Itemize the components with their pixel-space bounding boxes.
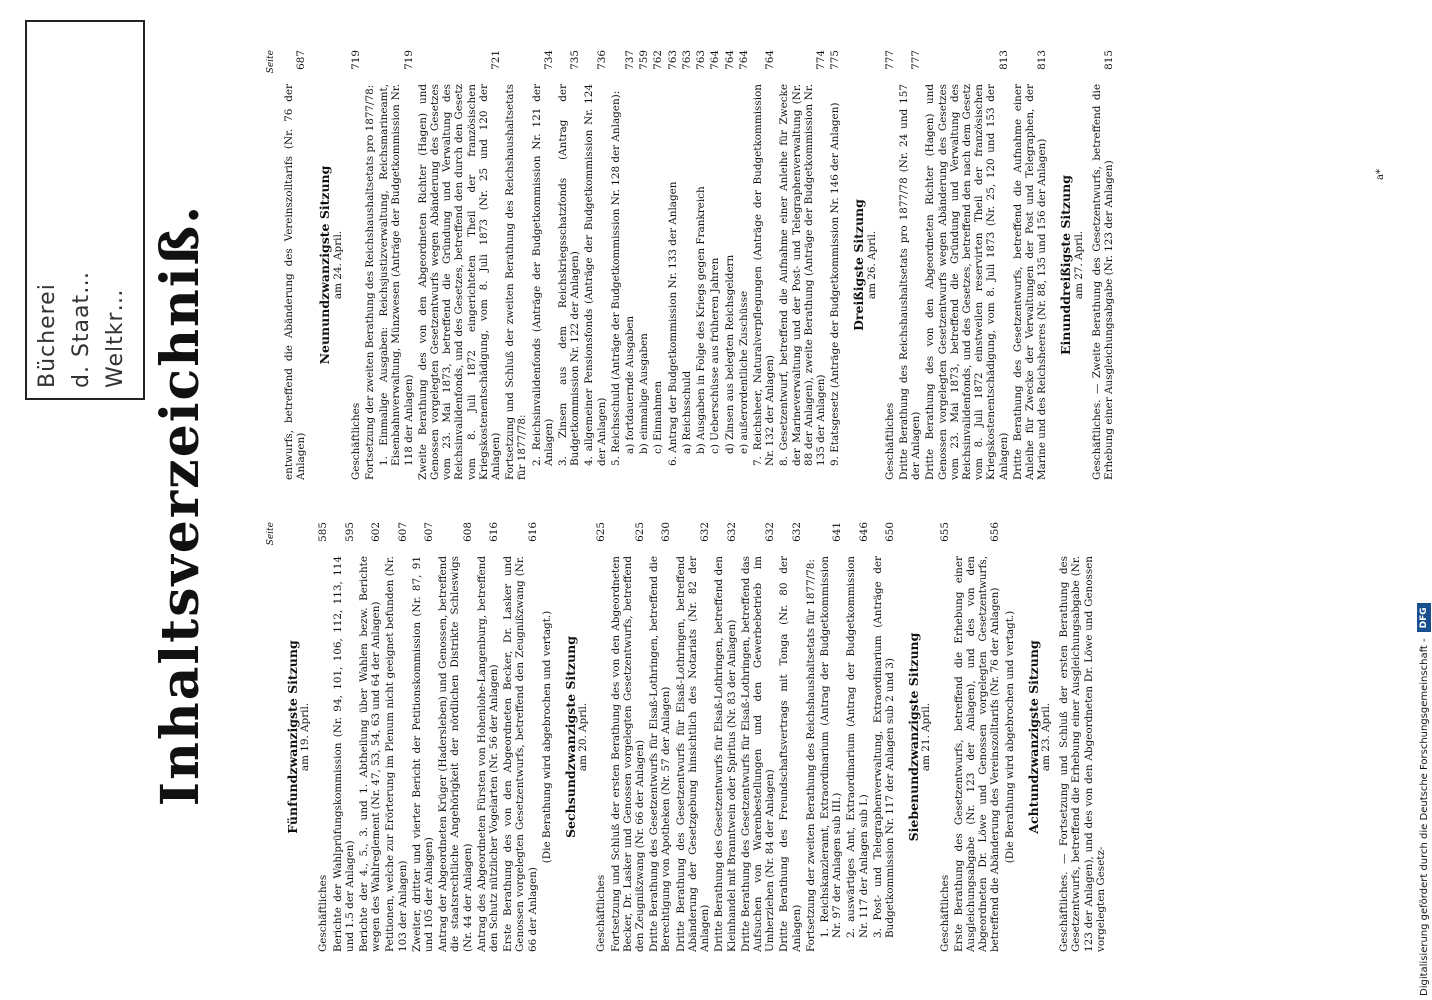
toc-entry-text: b) Ausgaben in Folge des Kriegs gegen Frankreich	[695, 186, 708, 454]
toc-entry-page: 762	[652, 50, 665, 70]
toc-entry	[845, 522, 869, 952]
toc-entry	[557, 50, 581, 480]
toc-entry	[476, 522, 500, 952]
toc-entry-page: 813	[1036, 50, 1049, 70]
toc-entry-text: Dritte Berathung des Reichshaushaltsetats pro 1877/78 (Nr. 24 und 157 der Anlagen)	[897, 84, 923, 480]
toc-entry-page: 719	[402, 50, 415, 70]
toc-entry-text: 3. Zinsen aus dem Reichskriegsschatzfonds (Antrag der Budgetkommission Nr. 122 der Anlagen)	[557, 84, 582, 466]
toc-entry-text: Geschäftliches	[595, 874, 608, 952]
toc-entry-text: 3. Post- und Telegraphenverwaltung, Extraordinarium (Anträge der Budgetkommission Nr. 117 der Anlagen sub 2 und 3)	[871, 556, 896, 938]
toc-entry	[819, 522, 843, 952]
toc-entry-text: 5. Reichsschuld (Anträge der Budgetkommission Nr. 128 der Anlagen):	[609, 90, 622, 466]
session-date: am 20. April.	[577, 702, 590, 772]
toc-entry	[332, 522, 356, 952]
toc-entry-text: Erste Berathung des von den Abgeordneten Becker, Dr. Lasker und Genossen vorgelegten Gesetzentwurfs, betreffend den Zeugnißzwang (Nr. 66 der Anlagen)	[502, 556, 539, 952]
session-heading: Dreißigste Sitzung	[851, 199, 867, 331]
dfg-sidebar	[1412, 6, 1432, 996]
toc-entry-text: e) außerordentliche Zuschüsse	[737, 290, 750, 454]
toc-entry-text: c) Ueberschüsse aus früheren Jahren	[709, 257, 722, 454]
session-date: am 26. April.	[865, 230, 878, 300]
toc-entry	[778, 50, 827, 480]
signature-mark: a*	[1375, 169, 1386, 180]
toc-entry-page: 764	[709, 50, 722, 70]
toc-entry	[384, 522, 408, 952]
toc-entry-text: Erste Berathung des Gesetzentwurfs, betreffend die Erhebung einer Ausgleichungsabgabe (Nr. 123 der Anlagen), und des von den Abgeordneten Dr. Löwe und Genossen vorgelegten Gesetzentwurfs, betreffend die Abänderung des Vereinszolltarifs (Nr. 76 der Anlagen)	[952, 556, 1002, 952]
toc-entry-page: 625	[595, 522, 608, 542]
toc-entry-text: Zweite Berathung des von den Abgeordneten Richter (Hagen) und Genossen vorgelegten Gesetzentwurfs wegen Abänderung des Gesetzes vom 23. Mai 1873, betreffend die Gründung und Verwaltung des Reichsinvalidenfonds, und des Gesetzes, betreffend den durch den Gesetz vom 8. Juli 1872 eingerichteten Theil der französischen Kriegskostenentschädigung, vom 8. Juli 1873 (Nr. 25 und 120 der Anlagen)	[416, 84, 503, 480]
toc-entry-text: 1. Einmalige Ausgaben: Reichsjustizverwaltung, Reichsmarineamt, Eisenbahnverwaltung, Münzwesen (Anträge der Budgetkommission Nr. 118 der Anlagen)	[378, 84, 415, 466]
toc-entry-text: Fortsetzung der zweiten Berathung des Reichshaushaltsetats für 1877/78:	[804, 559, 817, 952]
toc-entry-page: 650	[883, 522, 896, 542]
toc-entry	[411, 522, 435, 952]
toc-entry	[502, 522, 539, 952]
toc-entry-page: 759	[638, 50, 651, 70]
toc-entry-text: 4. allgemeiner Pensionsfonds (Anträge der Budgetkommission Nr. 124 der Anlagen)	[583, 84, 608, 466]
session-heading: Siebenundzwanzigste Sitzung	[906, 632, 922, 842]
library-stamp	[25, 20, 145, 400]
toc-entry	[681, 50, 693, 480]
toc-entry	[667, 50, 679, 480]
toc-entry	[778, 522, 802, 952]
toc-entry-page: 763	[695, 50, 708, 70]
toc-entry-text: Geschäftliches. — Zweite Berathung des Gesetzentwurfs, betreffend die Erhebung einer Ausgleichungsabgabe (Nr. 123 der Anlagen)	[1090, 84, 1115, 480]
toc-entry-text: a) fortdauernde Ausgaben	[624, 315, 637, 454]
toc-entry-page: 602	[370, 522, 383, 542]
toc-entry	[437, 522, 474, 952]
toc-entry	[624, 50, 636, 480]
toc-entry-page: 632	[790, 522, 803, 542]
toc-entry	[610, 50, 622, 480]
toc-entry-text: Fortsetzung und Schluß der zweiten Berathung des Reichshaushaltsetats für 1877/78:	[504, 84, 529, 480]
stamp-line: Weltkr…	[103, 288, 128, 388]
session-heading: Einunddreißigste Sitzung	[1058, 175, 1074, 355]
toc-entry-text: Zweiter, dritter und vierter Bericht der Petitionskommission (Nr. 87, 91 und 105 der Anlagen)	[410, 556, 436, 952]
toc-entry	[924, 50, 1009, 480]
session-heading: Sechsundzwanzigste Sitzung	[563, 636, 579, 838]
toc-entry-text: b) einmalige Ausgaben	[638, 333, 651, 454]
dfg-credit	[1414, 6, 1432, 996]
toc-entry-page: 641	[831, 522, 844, 542]
toc-entry	[805, 522, 817, 952]
left-column	[265, 522, 1335, 952]
toc-entry	[1058, 522, 1107, 952]
toc-entry-page: 719	[349, 50, 362, 70]
toc-entry-page: 775	[829, 50, 842, 70]
toc-entry	[358, 522, 382, 952]
toc-entry	[713, 522, 737, 952]
toc-entry-text: Dritte Berathung des Gesetzentwurfs für Elsaß-Lothringen, betreffend Abänderung der Gesetzgebung hinsichtlich des Notariats (Nr. 82 der Anlagen)	[674, 556, 712, 952]
toc-entry	[378, 50, 415, 480]
session-date: am 24. April.	[331, 230, 344, 300]
toc-entry	[1091, 50, 1115, 480]
toc-entry-page: 630	[660, 522, 673, 542]
toc-entry-text: Dritte Berathung des Gesetzentwurfs für Elsaß-Lothringen, betreffend die Berechtigung von Apotheken (Nr. 57 der Anlagen)	[648, 556, 673, 952]
toc-entry	[648, 522, 672, 952]
toc-entry-page: 777	[910, 50, 923, 70]
toc-entry-page: 734	[542, 50, 555, 70]
stamp-line: d. Staat…	[69, 270, 94, 388]
toc-entry-page: 764	[723, 50, 736, 70]
toc-entry	[283, 50, 307, 480]
toc-entry	[724, 50, 736, 480]
toc-entry	[595, 522, 607, 952]
toc-entry	[872, 522, 896, 952]
toc-entry-text: Petitionen, welche zur Erörterung im Plenum nicht geeignet befunden (Nr. 103 der Anlagen)	[384, 556, 409, 952]
toc-entry-text: Fortsetzung und Schluß der ersten Berathung des von den Abgeordneten Becker, Dr. Lasker und Genossen vorgelegten Gesetzentwurfs, betreffend den Zeugnißzwang (Nr. 66 der Anlagen)	[609, 556, 647, 952]
toc-entry-page: 763	[680, 50, 693, 70]
page-title: Inhaltsverzeichniß.	[150, 203, 211, 807]
session-date: am 19. April.	[299, 702, 312, 772]
toc-entry-text: Geschäftliches. — Fortsetzung und Schluß der ersten Berathung des Gesetzentwurfs, betreffend die Erhebung einer Ausgleichungsabgabe (Nr. 123 der Anlagen), und des von den Abgeordneten Dr. Löwe und Genossen vorgelegten Gesetz-	[1058, 556, 1107, 952]
toc-entry-page: 736	[595, 50, 608, 70]
toc-entry-text: Geschäftliches	[349, 402, 362, 480]
toc-entry-page: 737	[624, 50, 637, 70]
toc-entry	[709, 50, 721, 480]
toc-entry	[317, 522, 329, 952]
toc-entry-text: Antrag der Abgeordneten Krüger (Hadersleben) und Genossen, betreffend die staatsrechtliche Angehörigkeit der nördlichen Distrikte Schleswigs (Nr. 44 der Anlagen)	[437, 556, 474, 952]
toc-entry	[1012, 50, 1049, 480]
toc-entry-page: 632	[725, 522, 738, 542]
toc-entry-page: 646	[857, 522, 870, 542]
toc-entry	[695, 50, 707, 480]
toc-entry	[638, 50, 650, 480]
toc-entry	[884, 50, 896, 480]
toc-entry-page: 632	[764, 522, 777, 542]
toc-entry-text: Berichte der 4., 5., 3. und 1. Abtheilung über Wahlen bezw. Berichte wegen des Wahlreglement (Nr. 47, 53, 54, 63 und 64 der Anlagen)	[358, 556, 383, 952]
toc-entry	[740, 522, 777, 952]
toc-entry-page: 777	[883, 50, 896, 70]
right-column	[265, 50, 1335, 480]
toc-entry-page: 632	[699, 522, 712, 542]
toc-entry-page: 607	[396, 522, 409, 542]
toc-entry-text: Dritte Berathung des Freundschaftsvertrags mit Tonga (Nr. 80 der Anlagen)	[778, 556, 803, 952]
toc-entry	[898, 50, 922, 480]
session-note: (Die Berathung wird abgebrochen und vertagt.)	[540, 610, 553, 864]
toc-entry-text: 8. Gesetzentwurf, betreffend die Aufnahme einer Anleihe für Zwecke der Marineverwaltung und der Post- und Telegraphenverwaltung (Nr. 88 der Anlagen), zweite Berathung (Anträge der Budgetkommission Nr. 135 der Anlagen)	[778, 84, 827, 466]
toc-entry-text: Dritte Berathung des Gesetzentwurfs für Elsaß-Lothringen, betreffend den Kleinhandel mit Branntwein oder Spiritus (Nr. 83 der Anlagen)	[713, 556, 738, 952]
toc-entry-page: 656	[989, 522, 1002, 542]
toc-entry	[610, 522, 647, 952]
toc-entry	[675, 522, 712, 952]
toc-entry-text: Fortsetzung der zweiten Berathung des Reichshaushaltsetats pro 1877/78:	[364, 84, 377, 480]
toc-entry-page: 721	[490, 50, 503, 70]
toc-entry-page: 625	[634, 522, 647, 542]
toc-entry-text: 2. auswärtiges Amt, Extraordinarium (Antrag der Budgetkommission Nr. 117 der Anlagen sub I.)	[845, 556, 870, 938]
toc-entry	[939, 522, 951, 952]
toc-entry-text: 6. Antrag der Budgetkommission Nr. 133 der Anlagen	[666, 181, 679, 466]
toc-entry-text: Dritte Berathung des Gesetzentwurfs für Elsaß-Lothringen, betreffend das Aufsuchen von Warenbestellungen und den Gewerbebetrieb im Umherziehen (Nr. 84 der Anlagen)	[739, 556, 777, 952]
toc-entry-text: a) Reichsschuld	[680, 370, 693, 454]
toc-entry-page: 607	[423, 522, 436, 542]
toc-entry	[417, 50, 502, 480]
toc-entry	[364, 50, 376, 480]
session-heading: Fünfundzwanzigste Sitzung	[285, 640, 300, 834]
toc-entry-text: d) Zinsen aus belegten Reichsgeldern	[723, 254, 736, 454]
toc-entry	[350, 50, 362, 480]
dfg-credit-text: Digitalisierung gefördert durch die Deutsche Forschungsgemeinschaft -	[1419, 638, 1430, 996]
toc-entry-page: 655	[938, 522, 951, 542]
session-date: am 27. April.	[1072, 230, 1085, 300]
toc-entry-page: 595	[343, 522, 356, 542]
toc-entry-text: Geschäftliches	[938, 874, 951, 952]
toc-entry-page: 813	[997, 50, 1010, 70]
toc-entry-page: 616	[488, 522, 501, 542]
toc-entry-page: 687	[295, 50, 308, 70]
toc-entry	[531, 50, 555, 480]
dfg-logo: DFG	[1417, 603, 1431, 632]
toc-entry-text: 9. Etatsgesetz (Anträge der Budgetkommission Nr. 146 der Anlagen)	[829, 102, 842, 466]
toc-entry-text: Antrag des Abgeordneten Fürsten von Hohenlohe-Langenburg, betreffend den Schutz nützlicher Vogelarten (Nr. 56 der Anlagen)	[475, 556, 501, 952]
toc-entry-text: 1. Reichskanzleramt, Extraordinarium (Antrag der Budgetkommission Nr. 97 der Anlagen sub III.)	[818, 556, 844, 938]
toc-entry-page: 585	[317, 522, 330, 542]
stamp-line: Bücherei	[35, 283, 60, 388]
toc-entry-text: Geschäftliches	[883, 402, 896, 480]
toc-entry-page: 616	[526, 522, 539, 542]
toc-entry-page: 735	[569, 50, 582, 70]
toc-entry	[953, 522, 1002, 952]
toc-entry-page: 608	[461, 522, 474, 542]
toc-entry-page: 764	[737, 50, 750, 70]
page-column-label: Seite	[266, 50, 276, 74]
toc-entry-text: Dritte Berathung des Gesetzentwurfs, betreffend die Aufnahme einer Anleihe für Zwecke der Verwaltungen der Post und Telegraphen, der Marine und des Reichsheeres (Nr. 88, 135 und 156 der Anlagen)	[1011, 84, 1049, 480]
toc-entry	[652, 50, 664, 480]
toc-entry-page: 815	[1102, 50, 1115, 70]
toc-entry-page: 774	[814, 50, 827, 70]
page-column-label: Seite	[266, 522, 276, 546]
toc-entry	[829, 50, 841, 480]
toc-entry-text: Dritte Berathung des von den Abgeordneten Richter (Hagen) und Genossen vorgelegten Gesetzentwurfs wegen Abänderung des Gesetzes vom 23. Mai 1873, betreffend die Gründung und Verwaltung des Reichsinvalidenfonds, und des Gesetzes, betreffend den nach dem Gesetz vom 8. Juli 1872 einstweilen reservirten Theil der französischen Kriegskostenentschädigung, vom 8. Juli 1873 (Nr. 25, 120 und 153 der Anlagen)	[924, 84, 1010, 480]
toc-entry	[583, 50, 607, 480]
toc-entry-page: 763	[666, 50, 679, 70]
toc-entry-text: Geschäftliches	[317, 874, 330, 952]
toc-entry	[504, 50, 528, 480]
session-date: am 21. April.	[920, 702, 933, 772]
toc-entry-text: c) Einnahmen	[652, 380, 665, 454]
session-heading: Neunundzwanzigste Sitzung	[317, 165, 333, 365]
toc-entry-page: 764	[764, 50, 777, 70]
session-heading: Achtundzwanzigste Sitzung	[1025, 640, 1041, 834]
toc-entry	[738, 50, 750, 480]
session-note: (Die Berathung wird abgebrochen und vertagt.)	[1003, 610, 1016, 864]
toc-entry-text: 2. Reichsinvalidenfonds (Anträge der Budgetkommission Nr. 121 der Anlagen)	[530, 84, 555, 466]
toc-entry	[752, 50, 776, 480]
toc-entry-text: entwurfs, betreffend die Abänderung des Vereinszolltarifs (Nr. 76 der Anlagen)	[283, 84, 308, 480]
toc-entry-text: 7. Reichsheer, Naturalverpflegungen (Anträge der Budgetkommission Nr. 132 der Anlagen)	[751, 84, 777, 466]
session-date: am 23. April.	[1039, 702, 1052, 772]
toc-entry-text: Berichte der Wahlprüfungskommission (Nr. 94, 101, 106, 112, 113, 114 und 1.5 der Anlagen)	[331, 556, 356, 952]
